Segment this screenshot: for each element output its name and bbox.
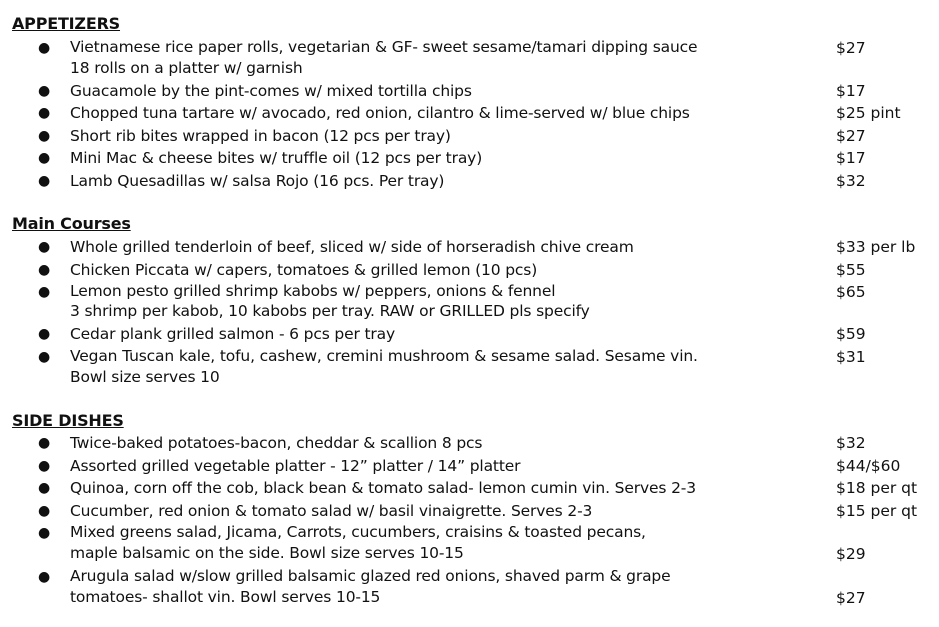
bullet-icon: ●	[38, 569, 51, 585]
item-description: Vegan Tuscan kale, tofu, cashew, cremini mushroom & sesame salad. Sesame vin. Bowl size serves 10	[70, 347, 698, 386]
item-price: $17	[836, 82, 866, 100]
item-description: Arugula salad w/slow grilled balsamic glazed red onions, shaved parm & grape tomatoes- shallot vin. Bowl serves 10-15	[70, 567, 671, 606]
item-price: $29	[836, 545, 866, 563]
item-price: $32	[836, 172, 866, 190]
item-description: Chicken Piccata w/ capers, tomatoes & grilled lemon (10 pcs)	[70, 261, 538, 279]
bullet-icon: ●	[38, 326, 51, 342]
bullet-icon: ●	[38, 150, 51, 166]
bullet-icon: ●	[38, 284, 51, 300]
item-description: Quinoa, corn off the cob, black bean & tomato salad- lemon cumin vin. Serves 2-3	[70, 479, 696, 497]
bullet-icon: ●	[38, 173, 51, 189]
item-price: $65	[836, 283, 866, 301]
item-price: $25 pint	[836, 104, 901, 122]
bullet-icon: ●	[38, 349, 51, 365]
item-description: Vietnamese rice paper rolls, vegetarian & GF- sweet sesame/tamari dipping sauce 18 rolls on a platter w/ garnish	[70, 38, 698, 77]
item-price: $15 per qt	[836, 502, 918, 520]
item-description: Whole grilled tenderloin of beef, sliced w/ side of horseradish chive cream	[70, 238, 634, 256]
item-description: Twice-baked potatoes-bacon, cheddar & scallion 8 pcs	[70, 434, 483, 452]
item-description: Cedar plank grilled salmon - 6 pcs per tray	[70, 325, 396, 343]
item-price: $18 per qt	[836, 479, 918, 497]
item-description: Chopped tuna tartare w/ avocado, red onion, cilantro & lime-served w/ blue chips	[70, 104, 690, 122]
bullet-icon: ●	[38, 105, 51, 121]
item-price: $27	[836, 39, 866, 57]
bullet-icon: ●	[38, 128, 51, 144]
item-price: $33 per lb	[836, 238, 916, 256]
item-description: Cucumber, red onion & tomato salad w/ basil vinaigrette. Serves 2-3	[70, 502, 593, 520]
section-heading-side-dishes: SIDE DISHES	[12, 411, 124, 430]
section-heading-main-courses: Main Courses	[12, 214, 131, 233]
bullet-icon: ●	[38, 458, 51, 474]
item-description: Mini Mac & cheese bites w/ truffle oil (12 pcs per tray)	[70, 149, 483, 167]
bullet-icon: ●	[38, 435, 51, 451]
item-price: $27	[836, 127, 866, 145]
item-price: $55	[836, 261, 866, 279]
bullet-icon: ●	[38, 480, 51, 496]
item-price: $17	[836, 149, 866, 167]
item-description: Guacamole by the pint-comes w/ mixed tortilla chips	[70, 82, 472, 100]
item-price: $59	[836, 325, 866, 343]
bullet-icon: ●	[38, 262, 51, 278]
item-price: $31	[836, 348, 866, 366]
bullet-icon: ●	[38, 239, 51, 255]
bullet-icon: ●	[38, 83, 51, 99]
item-description: Lemon pesto grilled shrimp kabobs w/ peppers, onions & fennel 3 shrimp per kabob, 10 kabobs per tray. RAW or GRILLED pls specify	[70, 282, 590, 320]
item-description: Short rib bites wrapped in bacon (12 pcs per tray)	[70, 127, 451, 145]
bullet-icon: ●	[38, 525, 51, 541]
item-price: $44/$60	[836, 457, 901, 475]
item-description: Assorted grilled vegetable platter - 12” platter / 14” platter	[70, 457, 521, 475]
item-price: $27	[836, 589, 866, 607]
item-description: Lamb Quesadillas w/ salsa Rojo (16 pcs. Per tray)	[70, 172, 445, 190]
section-heading-appetizers: APPETIZERS	[12, 14, 121, 33]
item-price: $32	[836, 434, 866, 452]
bullet-icon: ●	[38, 503, 51, 519]
item-description: Mixed greens salad, Jicama, Carrots, cucumbers, craisins & toasted pecans, maple balsamic on the side. Bowl size serves 10-15	[70, 523, 646, 562]
bullet-icon: ●	[38, 40, 51, 56]
